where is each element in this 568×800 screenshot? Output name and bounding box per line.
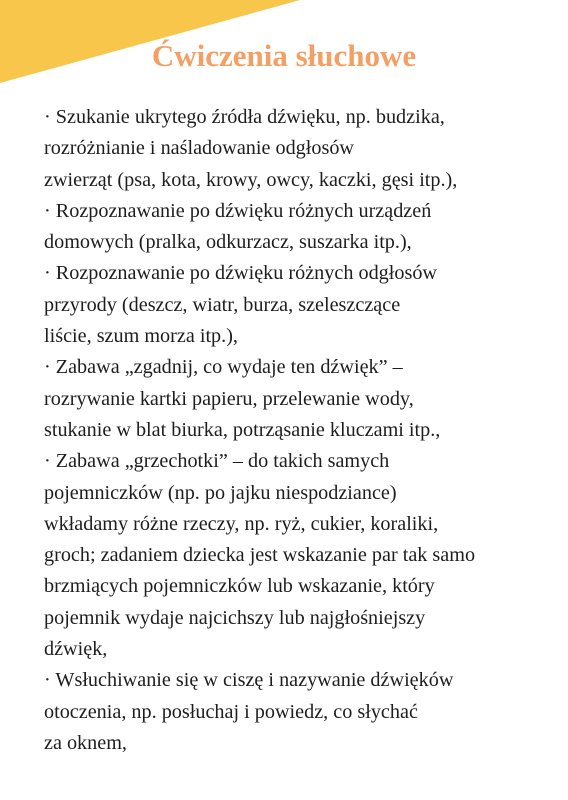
text-line: rozróżnianie i naśladowanie odgłosów: [44, 137, 355, 160]
text-line: domowych (pralka, odkurzacz, suszarka itp.),: [44, 231, 412, 254]
text-line: pojemniczków (np. po jajku niespodziance): [44, 481, 397, 504]
text-line: wkładamy różne rzeczy, np. ryż, cukier, koraliki,: [44, 512, 439, 535]
text-line: · Zabawa „grzechotki” – do takich samych: [44, 450, 390, 473]
text-line: pojemnik wydaje najcichszy lub najgłośniejszy: [44, 606, 426, 629]
text-line: groch; zadaniem dziecka jest wskazanie par tak samo: [44, 544, 476, 567]
page-title: Ćwiczenia słuchowe: [151, 38, 417, 73]
text-line: · Wsłuchiwanie się w ciszę i nazywanie dźwięków: [44, 669, 454, 692]
text-line: · Rozpoznawanie po dźwięku różnych odgłosów: [44, 262, 437, 285]
text-line: brzmiących pojemniczków lub wskazanie, który: [44, 575, 435, 598]
text-line: za oknem,: [44, 731, 127, 754]
text-line: stukanie w blat biurka, potrząsanie kluczami itp.,: [44, 418, 441, 441]
exercise-list: [44, 102, 554, 759]
text-line: rozrywanie kartki papieru, przelewanie wody,: [44, 387, 414, 410]
text-line: · Szukanie ukrytego źródła dźwięku, np. budzika,: [44, 106, 445, 128]
text-line: otoczenia, np. posłuchaj i powiedz, co słychać: [44, 700, 418, 723]
text-line: zwierząt (psa, kota, krowy, owcy, kaczki, gęsi itp.),: [44, 168, 458, 191]
text-line: dźwięk,: [44, 638, 108, 661]
text-line: przyrody (deszcz, wiatr, burza, szeleszczące: [44, 293, 401, 316]
text-line: · Zabawa „zgadnij, co wydaje ten dźwięk” –: [44, 356, 403, 379]
text-line: liście, szum morza itp.),: [44, 325, 238, 348]
text-line: · Rozpoznawanie po dźwięku różnych urządzeń: [44, 199, 432, 222]
